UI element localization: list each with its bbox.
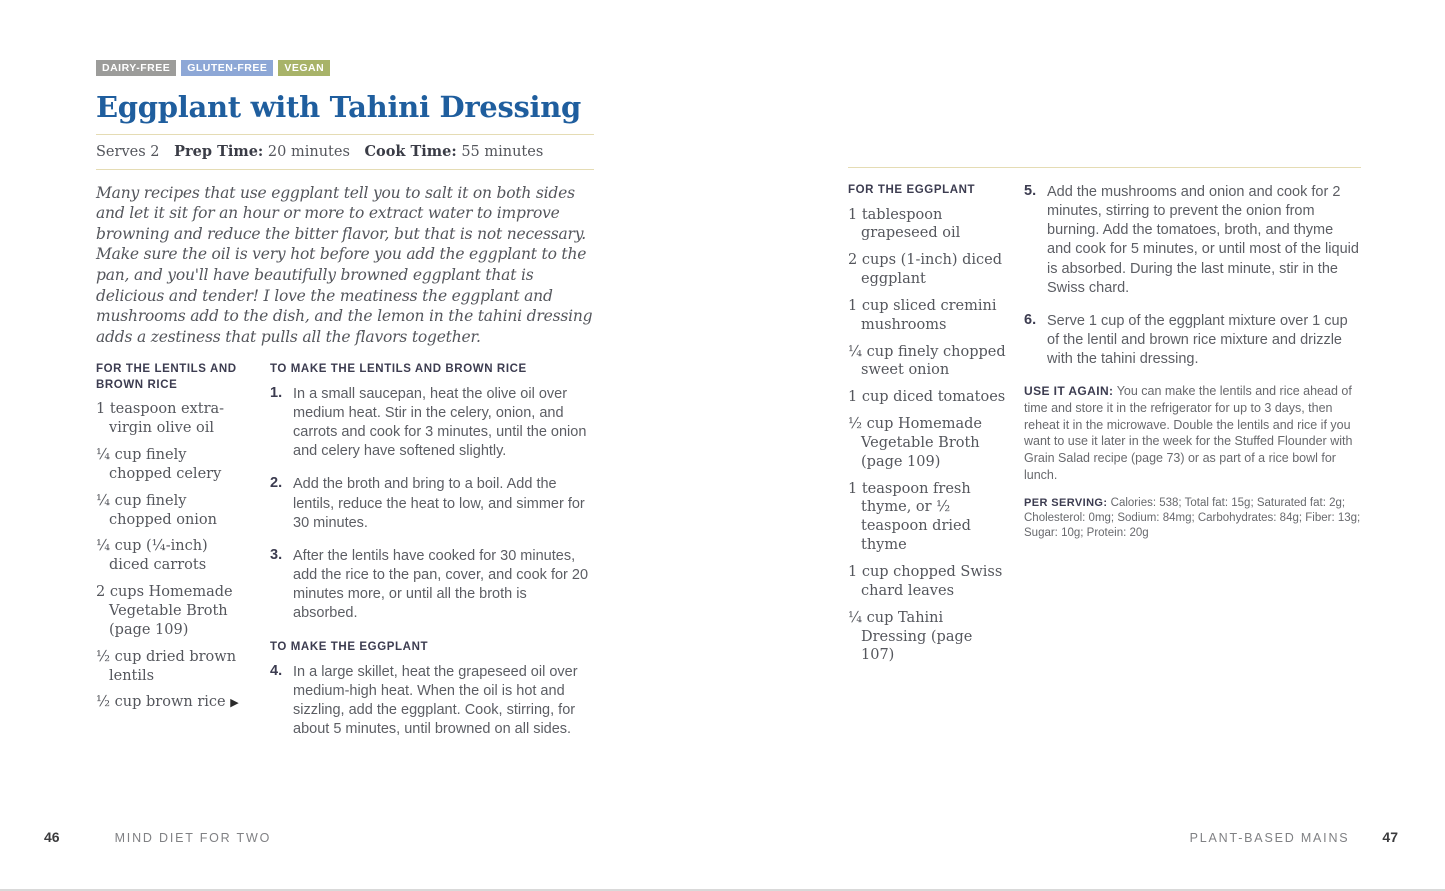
step-text: Serve 1 cup of the eggplant mixture over 1 cup of the lentil and brown rice mixture and drizzle with the tahini dressing. (1047, 312, 1348, 367)
left-running-head: MIND DIET FOR TWO (114, 831, 272, 845)
left-page (96, 60, 594, 753)
ingredient-item: ¼ cup Tahini Dressing (page 107) (848, 609, 973, 664)
recipe-title: Eggplant with Tahini Dressing (96, 89, 581, 124)
ingredient-item: 1 teaspoon extra-virgin olive oil (96, 401, 225, 437)
ingredient-item: 2 cups (1-inch) diced eggplant (848, 252, 1003, 288)
left-page-footer (44, 829, 271, 845)
badge-gluten-free: GLUTEN-FREE (181, 60, 273, 76)
use-it-again-label: USE IT AGAIN: (1024, 384, 1114, 399)
eggplant-method-header: TO MAKE THE EGGPLANT (270, 641, 429, 654)
badge-dairy-free: DAIRY-FREE (96, 60, 176, 76)
ingredient-item: 1 cup diced tomatoes (848, 389, 1006, 406)
eggplant-ingredients-column (848, 183, 1008, 673)
method-step (1024, 183, 1361, 298)
lentils-ingredients-list (96, 400, 246, 712)
method-step (270, 475, 594, 532)
cook-time (365, 144, 544, 160)
ingredient-item: 1 tablespoon grapeseed oil (848, 206, 961, 242)
step-text: In a small saucepan, heat the olive oil over medium heat. Stir in the celery, onion, and carrots and cook for 3 minutes, until the onion and celery have softened slightly. (293, 385, 587, 460)
right-page-columns (848, 183, 1361, 673)
ingredient-item: 1 cup chopped Swiss chard leaves (848, 564, 1003, 599)
ingredient-item: 1 cup sliced cremini mushrooms (848, 297, 997, 333)
left-page-number: 46 (44, 829, 60, 845)
right-running-head: PLANT-BASED MAINS (1189, 831, 1350, 845)
step-number: 5. (1024, 183, 1037, 199)
right-page (848, 167, 1361, 673)
cook-time-label: Cook Time: (364, 142, 457, 160)
recipe-intro: Many recipes that use eggplant tell you to salt it on both sides and let it sit for an hour or more to extract water to improve browning and reduce the bitter flavor, but that is not necessary. Make sure the oil is very hot before you add the eggplant to the pan, and you'll have beautifully browned eggplant that is delicious and tender! I love the meatiness the eggplant and mushrooms add to the dish, and the lemon in the tahini dressing adds a zestiness that pulls all the flavors together. (96, 183, 593, 346)
cook-time-value: 55 minutes (461, 143, 544, 160)
ingredient-item: 2 cups Homemade Vegetable Broth (page 109) (96, 584, 233, 638)
ingredient-item: ¼ cup finely chopped celery (96, 447, 222, 482)
recipe-continues-icon: ▶ (230, 696, 239, 710)
ingredient-item (96, 693, 246, 712)
method-step (270, 663, 594, 740)
ingredient-text: ½ cup brown rice (96, 694, 226, 711)
ingredient-item: ¼ cup finely chopped sweet onion (848, 343, 1006, 379)
recipe-meta (96, 135, 594, 169)
ingredient-item: ½ cup Homemade Vegetable Broth (page 109) (848, 416, 982, 470)
eggplant-ingredients-list (848, 206, 1008, 666)
left-page-columns (96, 362, 594, 753)
prep-time-label: Prep Time: (174, 142, 264, 160)
diet-badges (96, 60, 594, 76)
divider-rule (848, 167, 1361, 168)
step-text: Add the mushrooms and onion and cook for 2 minutes, stirring to prevent the onion from burning. Add the tomatoes, broth, and thyme and cook for 5 minutes, or until most of the liquid is absorbed. During the last minute, stir in the Swiss chard. (1047, 184, 1359, 296)
right-steps-column (1024, 183, 1361, 673)
right-page-number: 47 (1382, 829, 1398, 845)
step-number: 6. (1024, 311, 1037, 328)
prep-time (174, 144, 350, 160)
method-step (270, 385, 594, 462)
ingredient-item: ½ cup dried brown lentils (96, 648, 237, 684)
step-number: 3. (270, 546, 283, 563)
divider-rule (96, 169, 594, 170)
use-it-again-tip (1024, 383, 1361, 483)
step-text: After the lentils have cooked for 30 minutes, add the rice to the pan, cover, and cook for 20 minutes more, or until all the broth is absorbed. (293, 547, 589, 622)
step-number: 2. (270, 475, 283, 492)
lentils-method-header: TO MAKE THE LENTILS AND BROWN RICE (270, 363, 527, 376)
right-page-footer (1190, 829, 1398, 845)
ingredient-item: ¼ cup finely chopped onion (96, 492, 217, 528)
ingredient-item: 1 teaspoon fresh thyme, or ½ teaspoon dried thyme (848, 480, 971, 554)
ingredient-item: ¼ cup (¼-inch) diced carrots (96, 538, 208, 574)
method-step (270, 547, 594, 624)
step-number: 1. (270, 384, 283, 401)
use-it-again-text: You can make the lentils and rice ahead of time and store it in the refrigerator for up to 3 days, then reheat it in the microwave. Double the lentils and rice if you want to use it later in the week for the Stuffed Flounder with Grain Salad recipe (page 73) or as part of a rice bowl for lunch. (1024, 384, 1353, 482)
lentils-ingredients-header: FOR THE LENTILS AND BROWN RICE (96, 363, 237, 391)
step-number: 4. (270, 662, 283, 679)
per-serving-text: Calories: 538; Total fat: 15g; Saturated fat: 2g; Cholesterol: 0mg; Sodium: 84mg; Carbohydrates: 84g; Fiber: 13g; Sugar: 10g; Protein: 20g (1024, 497, 1361, 540)
eggplant-ingredients-header: FOR THE EGGPLANT (848, 184, 976, 196)
serves-text: Serves 2 (96, 143, 160, 160)
prep-time-value: 20 minutes (267, 143, 350, 160)
left-steps-column (270, 362, 594, 753)
step-text: Add the broth and bring to a boil. Add the lentils, reduce the heat to low, and simmer for 30 minutes. (293, 476, 585, 531)
lentils-ingredients-column (96, 362, 246, 753)
per-serving-label: PER SERVING: (1024, 497, 1108, 510)
step-text: In a large skillet, heat the grapeseed oil over medium-high heat. When the oil is hot and sizzling, add the eggplant. Cook, stirring, for about 5 minutes, until browned on all sides. (293, 663, 578, 738)
method-step (1024, 312, 1361, 369)
per-serving-info (1024, 496, 1361, 541)
badge-vegan: VEGAN (278, 60, 330, 76)
